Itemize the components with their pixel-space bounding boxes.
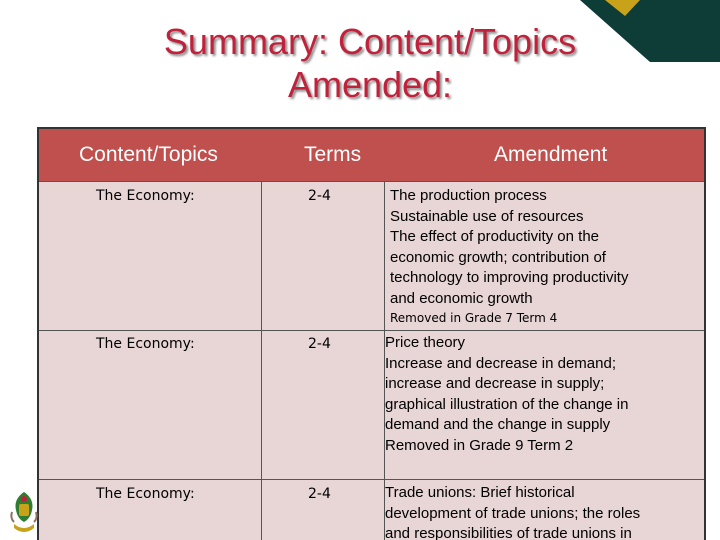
amendment-line: and economic growth: [390, 289, 533, 307]
slide-title-line-1: Summary: Content/Topics: [163, 21, 577, 62]
table-header: [39, 129, 704, 181]
amendment-line: and responsibilities of trade unions in: [385, 525, 632, 540]
amendment-line: Price theory: [385, 334, 466, 351]
row-amendment: [385, 483, 640, 540]
amendment-line: Removed in Grade 9 Term 2: [385, 436, 574, 454]
row-terms: 2-4: [308, 336, 331, 352]
amendment-line: economic growth; contribution of: [390, 248, 606, 266]
row-topic: The Economy:: [96, 486, 195, 502]
amendment-line: Trade unions: Brief historical: [385, 484, 575, 501]
row-terms: 2-4: [308, 486, 331, 502]
slide-title: [0, 20, 720, 106]
header-terms: Terms: [304, 143, 362, 166]
row-amendment: [390, 186, 628, 309]
table-row: [39, 480, 704, 540]
row-topic: The Economy:: [96, 188, 195, 204]
amendment-line: Sustainable use of resources: [390, 207, 584, 225]
removed-note: Removed in Grade 7 Term 4: [390, 311, 558, 325]
row-amendment: [385, 333, 629, 456]
table-row: [39, 331, 704, 479]
amendment-line: technology to improving productivity: [390, 269, 629, 286]
content-table: [37, 127, 706, 540]
amendment-line: The effect of productivity on the: [390, 228, 600, 245]
amendment-line: increase and decrease in supply;: [385, 375, 605, 392]
amendment-line: Increase and decrease in demand;: [385, 354, 616, 372]
header-content-topics: Content/Topics: [79, 143, 218, 166]
amendment-line: graphical illustration of the change in: [385, 395, 629, 413]
coat-of-arms-logo-icon: [8, 488, 40, 538]
header-amendment: Amendment: [494, 143, 608, 166]
slide-title-line-2: Amended:: [287, 64, 453, 105]
amendment-line: demand and the change in supply: [385, 416, 611, 433]
amendment-line: The production process: [390, 187, 547, 204]
row-terms: 2-4: [308, 188, 331, 204]
amendment-line: development of trade unions; the roles: [385, 504, 641, 522]
row-topic: The Economy:: [96, 336, 195, 352]
table-row: [39, 181, 704, 330]
